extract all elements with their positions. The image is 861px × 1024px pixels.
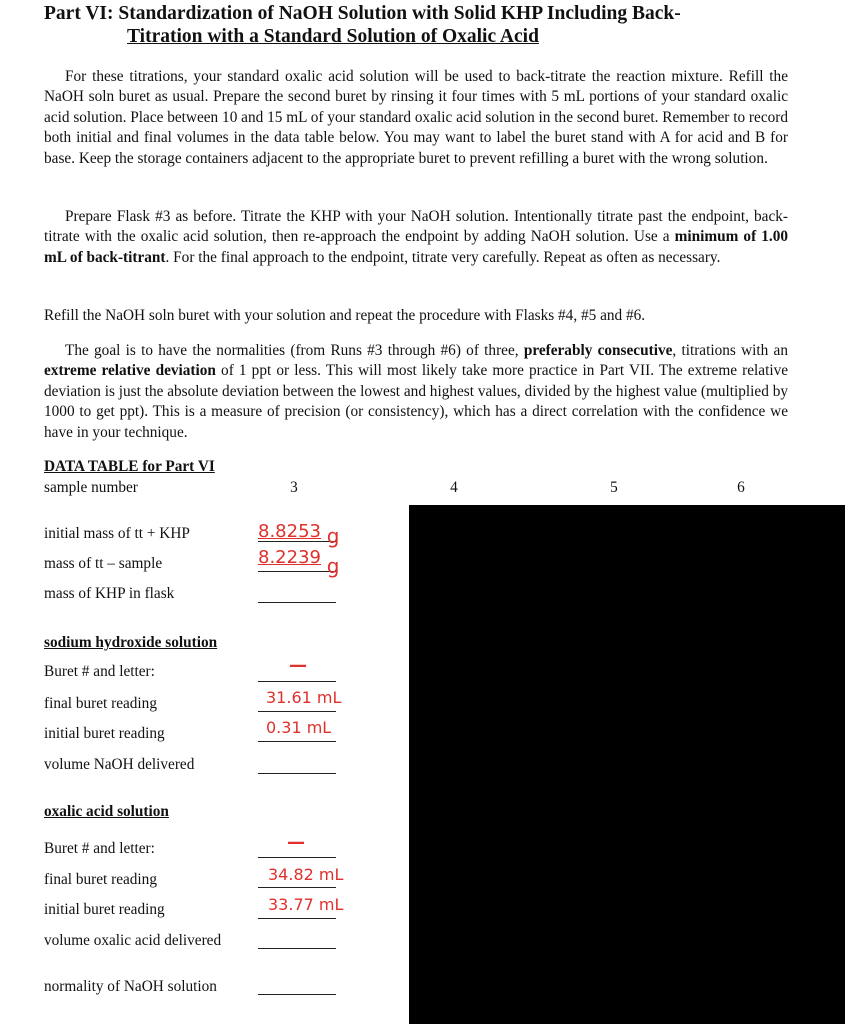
instructions-paragraph-3: Refill the NaOH soln buret with your solution and repeat the procedure with Flasks #4, #5 and #6. — [44, 307, 646, 324]
blank-line — [258, 948, 336, 949]
row-oxalic-volume: volume oxalic acid delivered — [44, 932, 222, 949]
naoh-section-heading: sodium hydroxide solution — [44, 634, 218, 651]
instructions-paragraph-1: For these titrations, your standard oxalic acid solution will be used to back-titrate the reaction mixture. Refill the NaOH soln buret as usual. Prepare the second buret by rinsing it four times with 5 mL portions of your standard oxalic acid solution. Place between 10 and 15 mL of your standard oxalic acid solution in the second buret. Remember to record both initial and final volumes in the data table below. You may want to label the buret stand with A for acid and B for base. Keep the storage containers adjacent to the appropriate buret to prevent refilling a buret with the wrong solution. — [44, 68, 788, 167]
column-4-header: 4 — [450, 479, 458, 496]
data-table-heading: DATA TABLE for Part VI — [44, 458, 215, 475]
blank-line — [258, 857, 336, 858]
title-line-1: Part VI: Standardization of NaOH Solution with Solid KHP Including Back- — [44, 3, 681, 24]
row-oxalic-buret: Buret # and letter: — [44, 840, 155, 857]
handwritten-oxalic-final: 34.82 mL — [268, 865, 344, 884]
row-normality: normality of NaOH solution — [44, 978, 217, 995]
oxalic-section-heading: oxalic acid solution — [44, 803, 169, 820]
row-oxalic-initial: initial buret reading — [44, 901, 165, 918]
blank-line — [258, 711, 336, 712]
blank-line — [258, 602, 336, 603]
instructions-paragraph-2: Prepare Flask #3 as before. Titrate the KHP with your NaOH solution. Intentionally titrate past the endpoint, back-titrate with the oxalic acid solution, then re-approach the endpoint by adding NaOH solution. Use a minimum of 1.00 mL of back-titrant. For the final approach to the endpoint, titrate very carefully. Repeat as often as necessary. — [44, 208, 788, 266]
handwritten-oxalic-buret: — — [287, 832, 305, 853]
handwritten-oxalic-initial: 33.77 mL — [268, 895, 344, 914]
row-naoh-volume: volume NaOH delivered — [44, 756, 195, 773]
row-oxalic-final: final buret reading — [44, 871, 157, 888]
handwritten-naoh-buret: — — [289, 655, 307, 676]
column-3-header: 3 — [290, 479, 298, 496]
blank-line — [258, 918, 336, 919]
row-mass-khp: mass of KHP in flask — [44, 585, 175, 602]
redaction-block — [409, 505, 845, 1024]
row-initial-mass: initial mass of tt + KHP — [44, 525, 190, 542]
handwritten-naoh-final: 31.61 mL — [266, 688, 342, 707]
page-title — [44, 2, 844, 48]
sample-number-label: sample number — [44, 479, 138, 496]
blank-line — [258, 741, 336, 742]
instructions-paragraph-4: The goal is to have the normalities (from Runs #3 through #6) of three, preferably consecutive, titrations with an extreme relative deviation of 1 ppt or less. This will most likely take more practice in Part VII. The extreme relative deviation is just the absolute deviation between the lowest and highest values, divided by the highest value (multiplied by 1000 to get ppt). This is a measure of precision (or consistency), which has a direct correlation with the confidence we have in your technique. — [44, 342, 789, 441]
blank-line — [258, 773, 336, 774]
blank-line — [258, 681, 336, 682]
blank-line — [258, 994, 336, 995]
row-naoh-initial: initial buret reading — [44, 725, 165, 742]
blank-line — [258, 887, 336, 888]
handwritten-mass-tt: 8.2239 g — [258, 547, 340, 578]
handwritten-naoh-initial: 0.31 mL — [266, 718, 332, 737]
column-6-header: 6 — [737, 479, 745, 496]
column-5-header: 5 — [610, 479, 618, 496]
row-naoh-buret: Buret # and letter: — [44, 663, 155, 680]
blank-line — [258, 571, 336, 572]
title-line-2: Titration with a Standard Solution of Oxalic Acid — [127, 26, 539, 47]
row-naoh-final: final buret reading — [44, 695, 157, 712]
row-mass-tt: mass of tt – sample — [44, 555, 163, 572]
handwritten-initial-mass: 8.8253 g — [258, 521, 340, 548]
